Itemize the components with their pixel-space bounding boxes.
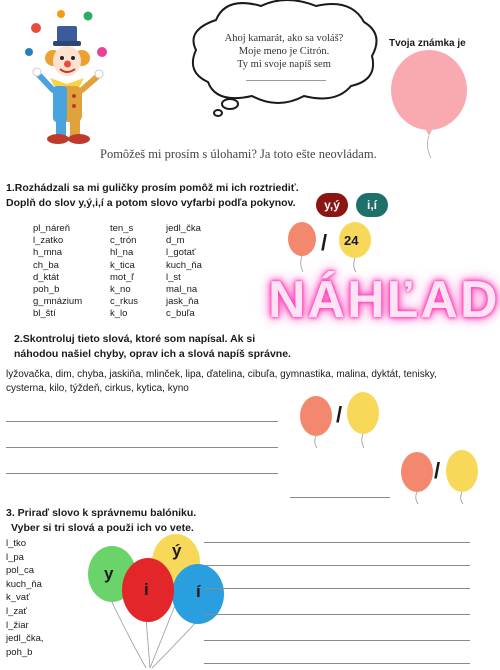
list-item[interactable]: c_rkus <box>110 296 138 308</box>
list-item[interactable]: k_lo <box>110 308 128 320</box>
list-item[interactable]: jask_ňa <box>166 296 199 308</box>
list-item[interactable]: mal_na <box>166 284 198 296</box>
task1-line-1: 1.Rozhádzali sa mi guličky prosím pomôž mi ich roztriediť. <box>6 182 299 194</box>
balloon-label-long-y: ý <box>172 541 182 560</box>
sentence-line[interactable] <box>204 565 470 566</box>
answer-line[interactable] <box>290 497 390 498</box>
list-item[interactable]: l_pa <box>6 551 24 563</box>
answer-line[interactable] <box>6 473 278 474</box>
task1-column-2 <box>110 223 138 321</box>
list-item[interactable]: poh_b <box>6 646 33 658</box>
task2-line-2: náhodou našiel chyby, oprav ich a slová napíš správne. <box>14 348 291 360</box>
task2-instructions <box>14 332 291 362</box>
task2b-balloon-yellow <box>444 450 474 504</box>
sentence-line[interactable] <box>204 542 470 543</box>
list-item[interactable]: jedl_čka, <box>6 633 44 645</box>
list-item[interactable]: k_vať <box>6 592 30 604</box>
list-item[interactable]: kuch_ňa <box>6 578 42 590</box>
list-item[interactable]: pol_ca <box>6 565 34 577</box>
task2-slash-1: / <box>336 402 343 427</box>
list-item[interactable]: l_zatko <box>33 235 64 247</box>
task3-word-list <box>6 537 44 659</box>
list-item[interactable]: jedl_čka <box>166 223 201 234</box>
list-item[interactable]: l_st <box>166 271 181 283</box>
list-item[interactable]: l_zať <box>6 605 27 617</box>
task1-column-1 <box>33 223 82 321</box>
speech-bubble-text <box>204 32 364 71</box>
task1-instructions <box>6 181 299 211</box>
list-item[interactable]: pl_náreň <box>33 223 70 234</box>
list-item[interactable]: c_buľa <box>166 308 195 320</box>
task2-words-line-2: cysterna, kilo, týždeň, cirkus, kytica, kyno <box>6 383 189 394</box>
task3-line-1: 3. Priraď slovo k správnemu balóniku. <box>6 507 197 519</box>
task1-column-3 <box>166 223 202 321</box>
balloon-label-i: i <box>144 580 149 599</box>
list-item[interactable]: poh_b <box>33 284 60 296</box>
task3-line-2: Vyber si tri slová a použi ich vo vete. <box>11 522 194 534</box>
sentence-line[interactable] <box>204 640 470 641</box>
bubble-line-2: Moje meno je Citrón. <box>238 46 330 57</box>
list-item[interactable]: kuch_ňa <box>166 259 202 271</box>
sentence-line[interactable] <box>204 614 470 615</box>
list-item[interactable]: h_mna <box>33 247 63 259</box>
task2-balloon-yellow <box>346 392 380 448</box>
name-answer-line[interactable] <box>246 80 326 81</box>
list-item[interactable]: k_no <box>110 284 131 296</box>
list-item[interactable]: l_žiar <box>6 619 29 631</box>
grade-label: Tvoja známka je <box>389 38 466 49</box>
balloon-label-y: y <box>104 564 114 583</box>
pill-i-long-i: i,í <box>356 193 388 217</box>
score-balloon-orange <box>287 222 317 272</box>
list-item[interactable]: mot_ľ <box>110 271 134 283</box>
task3-balloon-cluster <box>86 532 230 670</box>
task1-line-2: Doplň do slov y,ý,i,í a potom slovo vyfarbi podľa pokynov. <box>6 197 296 209</box>
list-item[interactable]: ch_ba <box>33 259 59 271</box>
list-item[interactable]: l_gotať <box>166 247 196 259</box>
score-slash: / <box>321 230 328 255</box>
list-item[interactable]: d_ktát <box>33 271 59 283</box>
sentence-line[interactable] <box>204 663 470 664</box>
list-item[interactable]: c_trón <box>110 235 137 247</box>
bubble-line-1: Ahoj kamarát, ako sa voláš? <box>224 33 344 44</box>
task2-line-1: 2.Skontroluj tieto slová, ktoré som napísal. Ak si <box>14 333 256 345</box>
sentence-line[interactable] <box>204 588 470 589</box>
task2-words-line-1: lyžovačka, dim, chyba, jaskiňa, mlinček, lipa, ďatelina, cibuľa, gymnastika, malina, dyktát, tenisky, <box>6 369 437 380</box>
clown-illustration <box>22 6 114 148</box>
bubble-line-3: Ty mi svoje napíš sem <box>237 59 331 70</box>
list-item[interactable]: hl_na <box>110 247 134 259</box>
pill-y-long-y: y,ý <box>316 193 348 217</box>
intro-text: Pomôžeš mi prosím s úlohami? Ja toto ešte neovládam. <box>100 147 377 161</box>
answer-line[interactable] <box>6 421 278 422</box>
preview-watermark: NÁHĽAD <box>268 271 500 329</box>
list-item[interactable]: d_m <box>166 235 185 247</box>
task2b-balloon-orange <box>400 452 434 504</box>
list-item[interactable]: ten_s <box>110 223 134 234</box>
list-item[interactable]: g_mnázium <box>33 296 83 308</box>
balloon-label-long-i: í <box>196 582 201 601</box>
grade-balloon[interactable] <box>389 50 469 160</box>
list-item[interactable]: l_tko <box>6 538 27 549</box>
task2-slash-2: / <box>434 458 441 483</box>
list-item[interactable]: bl_ští <box>33 308 56 320</box>
list-item[interactable]: k_tica <box>110 259 135 271</box>
answer-line[interactable] <box>6 447 278 448</box>
task2-balloon-orange <box>299 396 333 448</box>
score-total: 24 <box>344 233 359 248</box>
task2-word-list <box>6 368 472 396</box>
